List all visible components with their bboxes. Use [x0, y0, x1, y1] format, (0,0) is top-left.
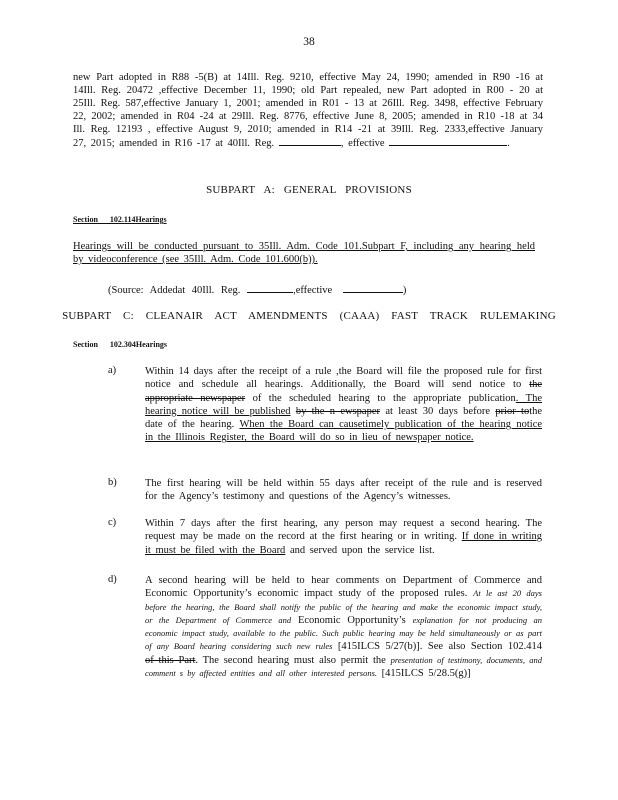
blank-line — [247, 283, 293, 293]
history-text: new Part adopted in R88 -5(B) at 14Ill. Reg. 9210, effective May 24, 1990; amended in R90 -16 at 14Ill. Reg. 20472 ,effective December 11, 1990; old Part repealed, new Part adopted in R00 - 20 at 25Ill. Reg. 587,effective January 1, 2001; amended in R01 - 13 at 26Ill. Reg. 3498, effective February 22, 2002; amended in R04 -24 at 29Ill. Reg. 8776, effective June 8, 2005; amended in R10 -18 at 34 Ill. Reg. 12193 , effective August 9, 2010; amended in R14 -21 at 39Ill. Reg. 2333,effective January 27, 2015; amended in R16 -17 at 40Ill. Reg. — [73, 72, 543, 149]
text-run: of the scheduled hearing to the appropriate publication — [252, 392, 516, 404]
source-close: ) — [402, 285, 407, 296]
subsection-label: b) — [108, 477, 117, 488]
text-run: the first hearing or in writing. — [321, 531, 457, 543]
blank-line — [279, 136, 341, 146]
section-number: Section 102.304 — [73, 340, 136, 349]
section-102-114-body — [73, 240, 535, 266]
text-run: . The second hearing must also permit the — [195, 654, 386, 666]
deleted-text: the appropriate newspaper — [145, 379, 543, 404]
text-run: and served upon the service list. — [289, 544, 435, 556]
text-run: A second hearing will be held to hear comments on Department of Commerce and Economic Opportunity’s economic impact study of the proposed rules. — [145, 575, 542, 600]
text-run: Economic Opportunity’s — [297, 614, 406, 626]
history-effective: effective — [348, 138, 385, 149]
page-number: 38 — [303, 36, 315, 48]
inserted-text: . The hearing notice will be published — [145, 392, 542, 417]
source-open: (Source: Addedat 40Ill. Reg. — [108, 285, 241, 296]
subsection-label: a) — [108, 365, 117, 376]
inserted-text: If done in writing it must be filed with the Board — [145, 531, 542, 556]
statutory-italic-text: presentation of testimony, documents, and comment s by affected entities and all other interested persons. — [145, 654, 542, 679]
source-effective: ,effective — [293, 285, 333, 296]
deleted-text: by the n ewspaper — [295, 405, 380, 417]
statutory-italic-text: At le ast 20 days before the hearing, the Board shall notify the public of the hearing and make the economic impact study, or the Department of Commerce and — [145, 588, 542, 625]
source-note — [108, 283, 538, 297]
subpart-c-heading: SUBPART C: CLEANAIR ACT AMENDMENTS (CAAA) FAST TRACK RULEMAKING — [62, 310, 556, 322]
text-run: at least 30 days before — [385, 405, 490, 417]
history-tail: , — [340, 138, 344, 149]
text-run: [415ILCS 5/27(b)]. See also Section 102.414 — [337, 641, 542, 653]
subsection-text — [145, 517, 542, 557]
section-102-304-heading — [73, 340, 167, 349]
history-period: . — [507, 138, 510, 149]
text-run: Within 14 days after the receipt of a rule ,the Board will file the proposed rule for first notice and schedule all hearings. Additionally, the Board will send notice to — [145, 366, 542, 391]
deleted-text: of this Part — [145, 654, 196, 666]
subsection-text — [145, 574, 542, 680]
subsection-label: d) — [108, 574, 117, 585]
subsection-text: The first hearing will be held within 55 days after receipt of the rule and is reserved for the Agency’s testimony and questions of the Agency’s witnesses. — [145, 478, 542, 503]
section-title: Hearings — [135, 215, 167, 224]
section-number: Section 102.114 — [73, 215, 136, 224]
section-102-114-heading — [73, 215, 189, 224]
subsection-text — [145, 365, 542, 445]
subpart-a-heading: SUBPART A: GENERAL PROVISIONS — [206, 184, 412, 196]
section-body-text: Hearings will be conducted pursuant to 35Ill. Adm. Code 101.Subpart F, including any hearing held by videoconference (see 35Ill. Adm. Code 101.600(b)). — [73, 241, 535, 265]
deleted-text: prior to — [495, 405, 530, 417]
history-note — [73, 71, 543, 150]
text-run: [415ILCS 5/28.5(g)] — [381, 668, 471, 680]
blank-line — [389, 136, 507, 146]
text-run: the date of the hearing. — [145, 405, 543, 431]
blank-line — [343, 283, 403, 293]
section-title: Hearings — [135, 340, 167, 349]
statutory-italic-text: explanation for not producing an economic impact study, available to the public. Such public hearing may be held simultaneously or as part of any Board hearing considering such new rules — [145, 614, 542, 652]
inserted-text: When the Board can causetimely publication of the hearing notice in the Illinois Register, the Board will do so in lieu of newspaper notice. — [145, 419, 543, 444]
text-run: Within 7 days after the first hearing, any person may request a second hearing. The request may be made on the record at — [145, 518, 542, 543]
subsection-label: c) — [108, 517, 117, 528]
